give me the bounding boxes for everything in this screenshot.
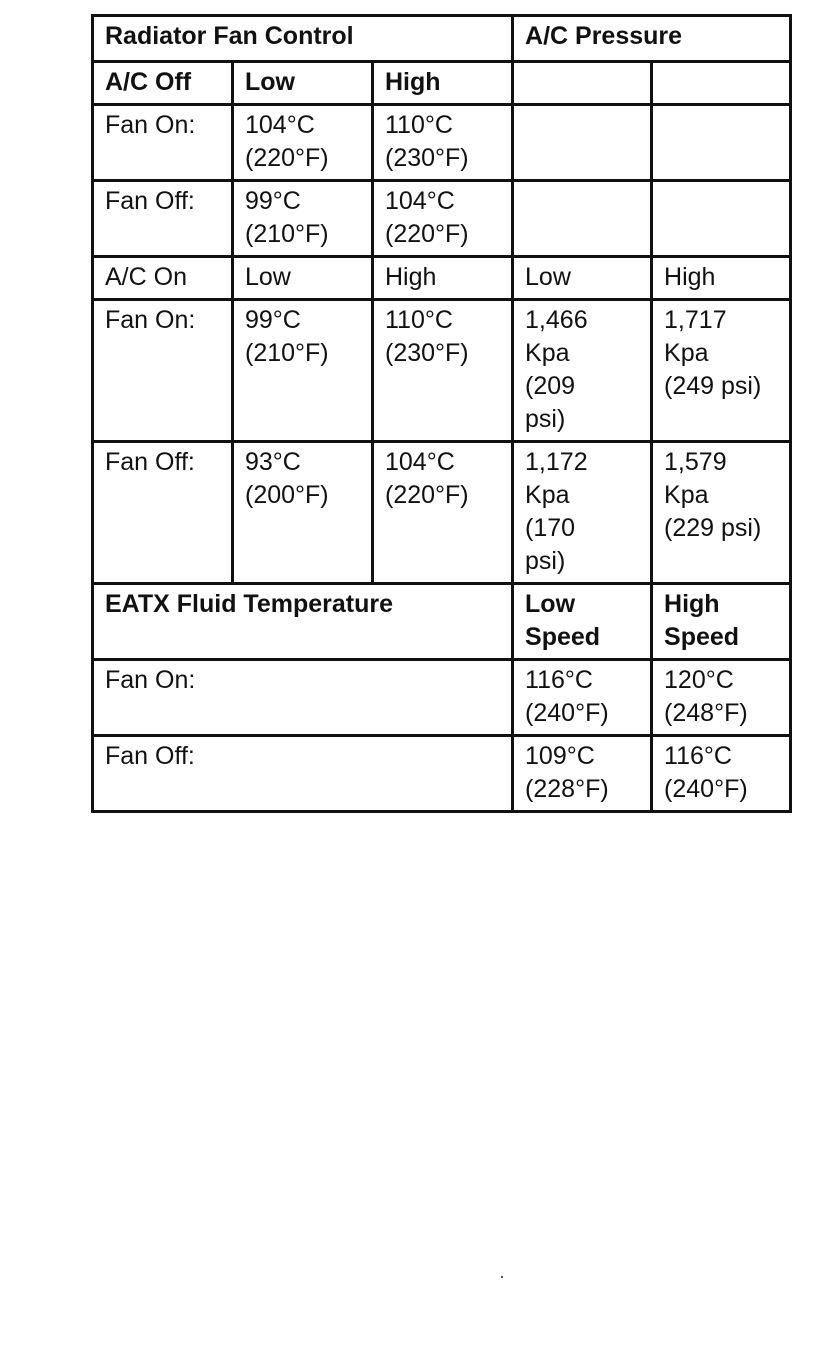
row-label: Fan Off: <box>93 736 513 812</box>
row-label: Fan Off: <box>93 442 233 584</box>
radiator-fan-control-table <box>91 14 792 813</box>
pressure-low-label: Low <box>513 257 652 300</box>
table-header-row <box>93 16 791 62</box>
eatx-fluid-temperature-heading: EATX Fluid Temperature <box>93 584 513 660</box>
pressure-cell: 1,466 Kpa (209 psi) <box>513 300 652 442</box>
temp-cell: 93°C (200°F) <box>233 442 373 584</box>
row-label: Fan On: <box>93 660 513 736</box>
ac-off-high-label: High <box>373 62 513 105</box>
pressure-cell: 1,579 Kpa (229 psi) <box>652 442 791 584</box>
ac-on-high-label: High <box>373 257 513 300</box>
eatx-low-speed-label: Low Speed <box>513 584 652 660</box>
ac-off-header-row <box>93 62 791 105</box>
temp-cell: 116°C (240°F) <box>513 660 652 736</box>
ac-off-label: A/C Off <box>93 62 233 105</box>
ac-off-low-label: Low <box>233 62 373 105</box>
table-row <box>93 105 791 181</box>
scan-speck <box>501 1276 503 1278</box>
temp-cell: 110°C (230°F) <box>373 300 513 442</box>
eatx-header-row <box>93 584 791 660</box>
empty-cell <box>513 181 652 257</box>
pressure-high-label: High <box>652 257 791 300</box>
temp-cell: 109°C (228°F) <box>513 736 652 812</box>
temp-cell: 104°C (220°F) <box>373 442 513 584</box>
ac-on-low-label: Low <box>233 257 373 300</box>
temp-cell: 104°C (220°F) <box>233 105 373 181</box>
row-label: Fan On: <box>93 300 233 442</box>
table-row <box>93 300 791 442</box>
temp-cell: 99°C (210°F) <box>233 300 373 442</box>
empty-cell <box>513 62 652 105</box>
ac-on-header-row <box>93 257 791 300</box>
pressure-cell: 1,172 Kpa (170 psi) <box>513 442 652 584</box>
eatx-high-speed-label: High Speed <box>652 584 791 660</box>
table-row <box>93 181 791 257</box>
radiator-fan-control-heading: Radiator Fan Control <box>93 16 513 62</box>
ac-pressure-heading: A/C Pressure <box>513 16 791 62</box>
empty-cell <box>652 181 791 257</box>
temp-cell: 120°C (248°F) <box>652 660 791 736</box>
row-label: Fan On: <box>93 105 233 181</box>
pressure-cell: 1,717 Kpa (249 psi) <box>652 300 791 442</box>
temp-cell: 116°C (240°F) <box>652 736 791 812</box>
empty-cell <box>652 62 791 105</box>
table-row <box>93 736 791 812</box>
ac-on-label: A/C On <box>93 257 233 300</box>
temp-cell: 99°C (210°F) <box>233 181 373 257</box>
table-row <box>93 660 791 736</box>
empty-cell <box>513 105 652 181</box>
table-row <box>93 442 791 584</box>
empty-cell <box>652 105 791 181</box>
row-label: Fan Off: <box>93 181 233 257</box>
temp-cell: 110°C (230°F) <box>373 105 513 181</box>
temp-cell: 104°C (220°F) <box>373 181 513 257</box>
